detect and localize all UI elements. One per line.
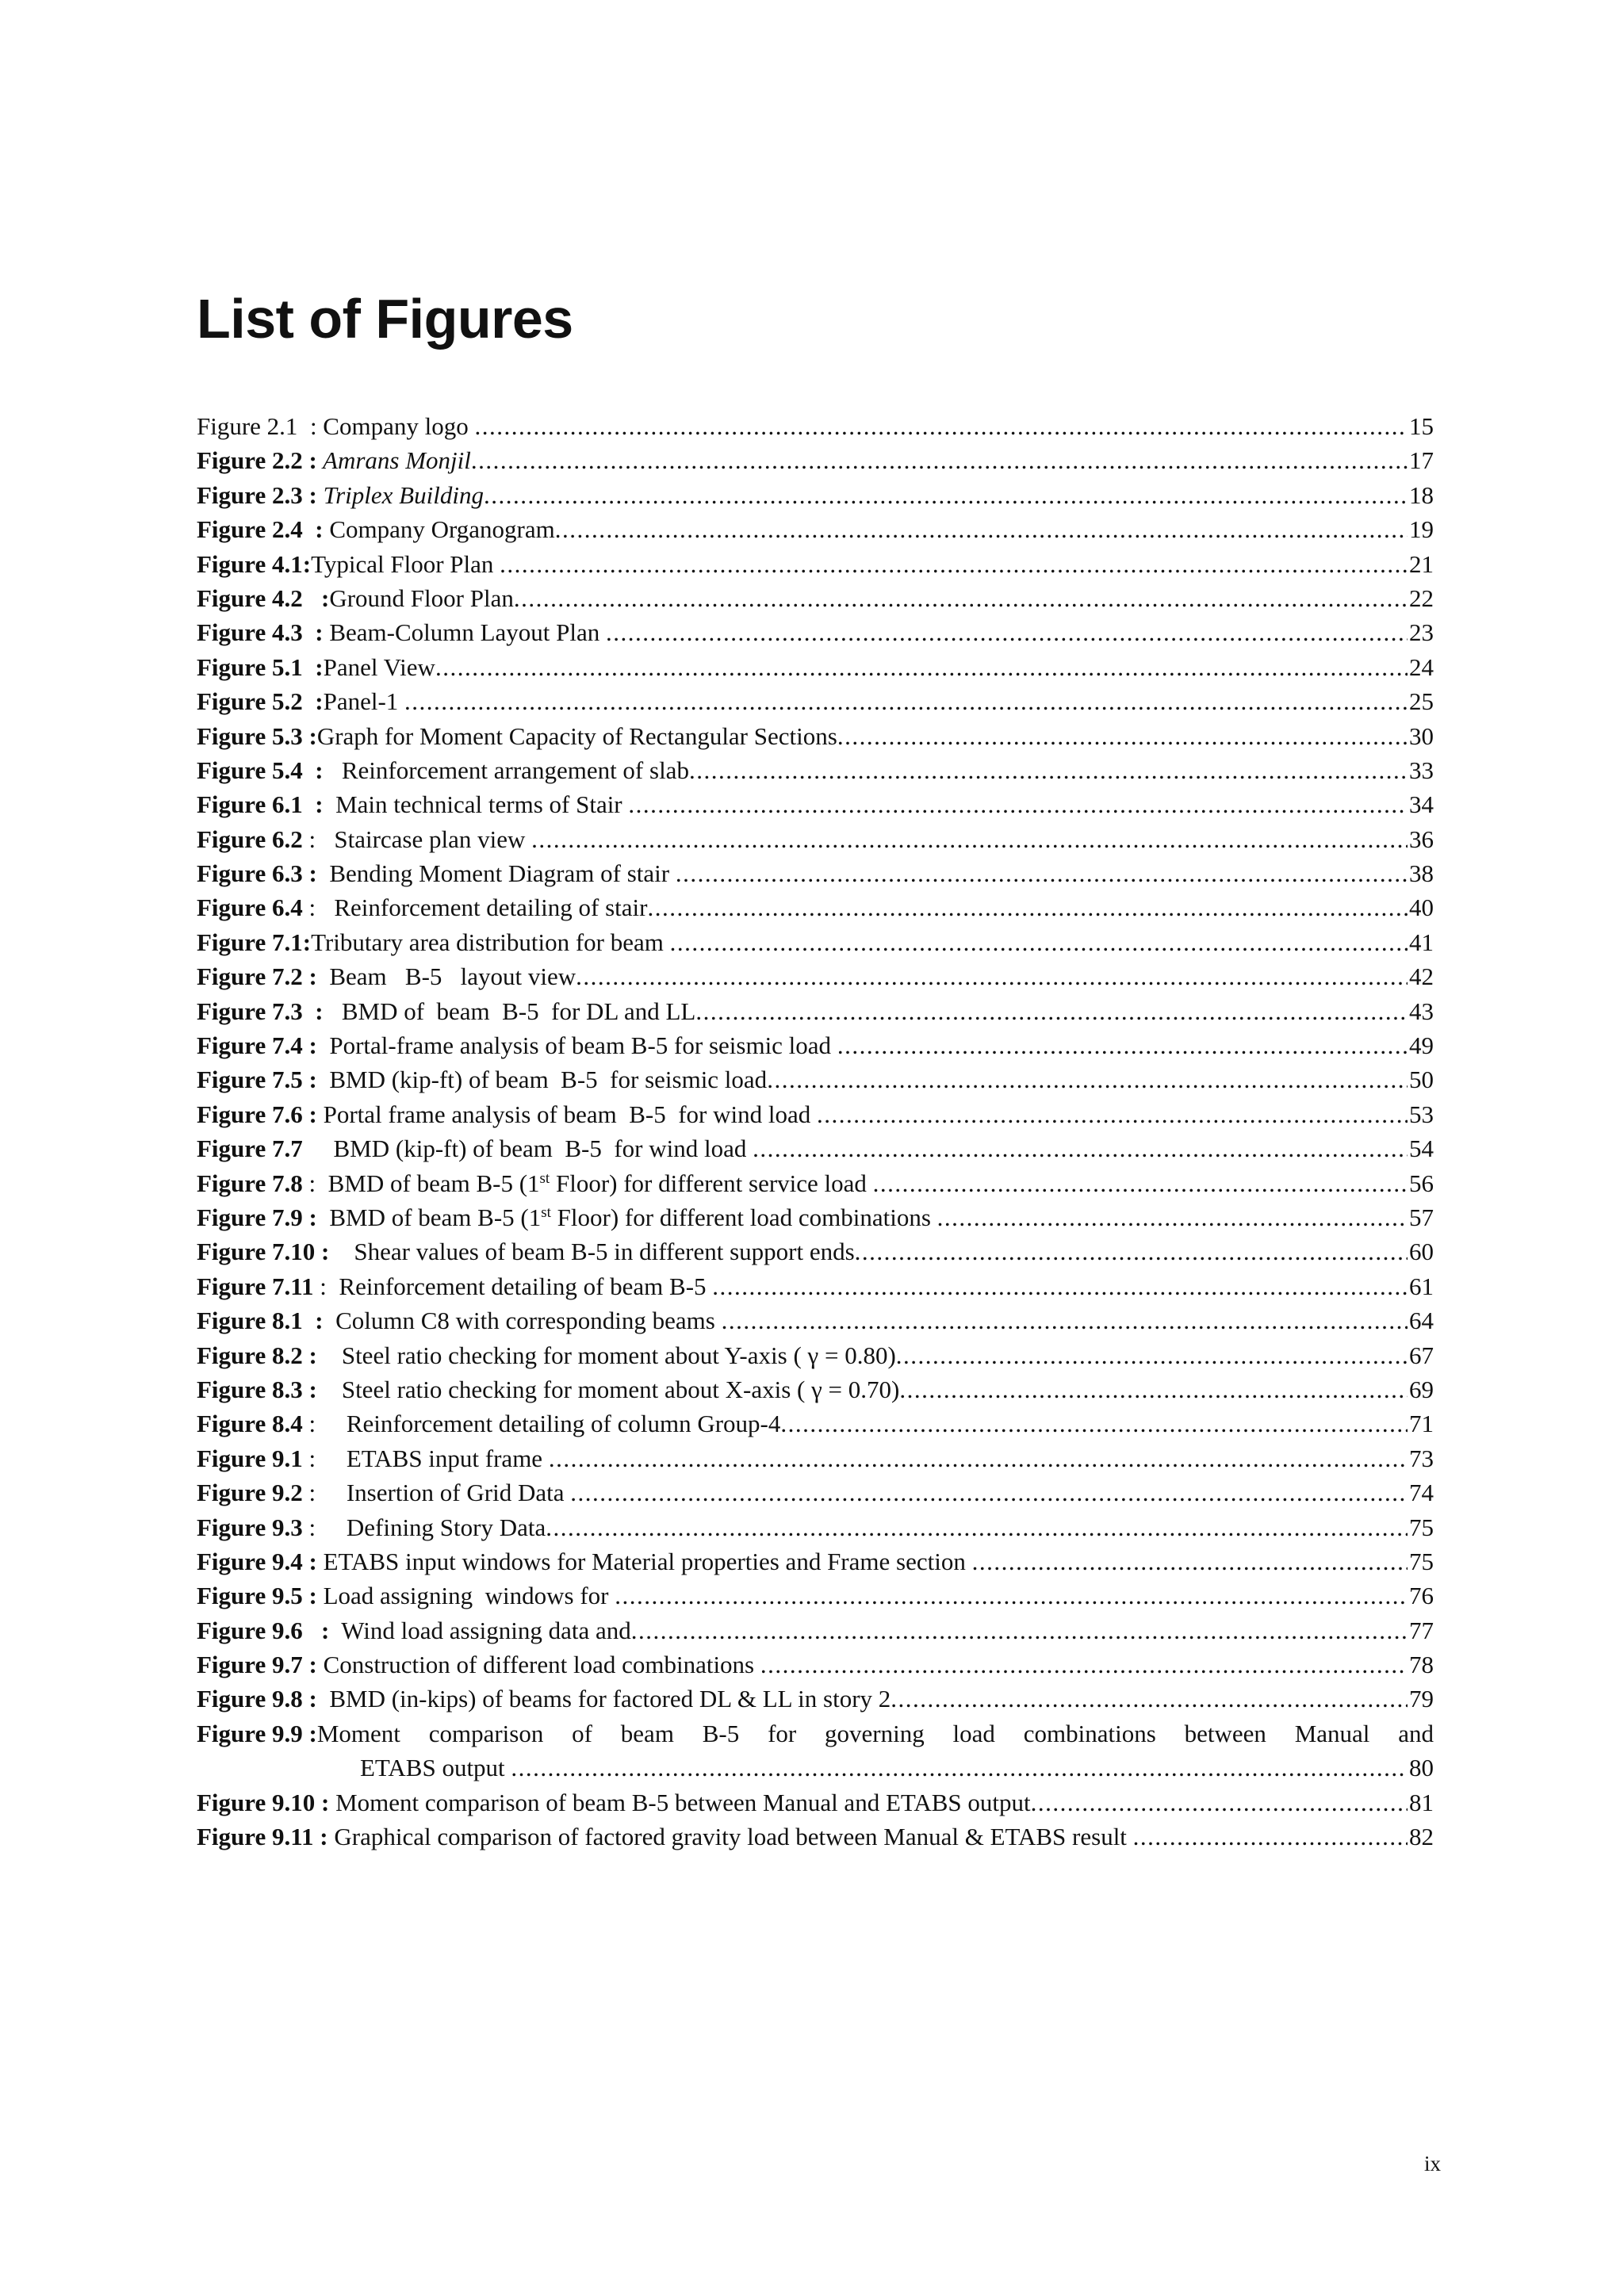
figure-label: Figure 5.2 : — [197, 687, 324, 716]
figure-label: Figure 9.11 : — [197, 1823, 328, 1851]
figure-page-number: 54 — [1409, 1135, 1434, 1163]
figure-caption: Graph for Moment Capacity of Rectangular Sections — [316, 721, 837, 750]
figure-entry — [197, 1578, 1434, 1613]
figure-entry — [197, 753, 1434, 787]
figure-entry — [197, 443, 1434, 477]
dot-leader — [760, 1647, 1408, 1682]
dot-leader — [1133, 1820, 1408, 1854]
figure-label: Figure 9.5 : — [197, 1582, 317, 1610]
figure-page-number: 79 — [1409, 1685, 1434, 1713]
figure-entry — [197, 1234, 1434, 1269]
figure-page-number: 80 — [1409, 1754, 1434, 1782]
dot-leader — [780, 1406, 1408, 1441]
figure-entry — [197, 890, 1434, 924]
figure-caption: : Staircase plan view — [302, 825, 532, 853]
figure-caption: : Company logo — [309, 412, 475, 440]
figure-page-number: 24 — [1409, 652, 1434, 681]
figure-entry — [197, 1269, 1434, 1303]
figure-entry — [197, 1062, 1434, 1096]
figure-caption-part: Floor) for different load combinations — [550, 1203, 937, 1231]
figure-entry — [197, 1716, 1434, 1751]
figure-page-number: 64 — [1409, 1307, 1434, 1335]
figure-caption — [317, 1200, 937, 1234]
figure-list — [197, 409, 1434, 1854]
dot-leader — [689, 753, 1408, 787]
figure-page-number: 15 — [1409, 412, 1434, 440]
dot-leader — [767, 1062, 1408, 1096]
figure-page-number: 61 — [1409, 1272, 1434, 1300]
figure-entry — [197, 1166, 1434, 1200]
figure-entry — [197, 1544, 1434, 1578]
figure-caption: Bending Moment Diagram of stair — [316, 859, 676, 888]
figure-page-number: 43 — [1409, 997, 1434, 1025]
figure-page-number: 34 — [1409, 790, 1434, 819]
figure-page-number: 25 — [1409, 687, 1434, 716]
dot-leader — [647, 890, 1408, 924]
figure-entry — [197, 1406, 1434, 1441]
figure-caption: Tributary area distribution for beam — [311, 928, 670, 956]
dot-leader — [855, 1234, 1408, 1269]
figure-page-number: 23 — [1409, 618, 1434, 647]
figure-caption: Amrans Monjil — [316, 446, 471, 475]
figure-page-number: 69 — [1409, 1375, 1434, 1403]
figure-caption: Portal-frame analysis of beam B-5 for seismic load — [316, 1031, 837, 1060]
figure-label: Figure 7.1: — [197, 928, 312, 956]
figure-caption: Panel View — [323, 652, 435, 681]
dot-leader — [899, 1372, 1408, 1406]
figure-page-number: 78 — [1409, 1651, 1434, 1679]
figure-entry — [197, 478, 1434, 512]
figure-caption: : Insertion of Grid Data — [302, 1479, 571, 1507]
dot-leader — [837, 1028, 1408, 1062]
figure-page-number: 21 — [1409, 549, 1434, 578]
figure-entry — [197, 787, 1434, 821]
figure-entry — [197, 1028, 1434, 1062]
figure-caption: : Reinforcement detailing of stair — [302, 894, 648, 922]
figure-label: Figure 9.7 : — [197, 1651, 317, 1679]
figure-entry — [197, 1372, 1434, 1406]
figure-caption-part: : BMD of beam B-5 (1 — [302, 1169, 540, 1197]
figure-page-number: 71 — [1409, 1410, 1434, 1438]
figure-entry — [197, 822, 1434, 856]
figure-label: Figure 7.6 : — [197, 1100, 317, 1128]
figure-label: Figure 5.4 : — [197, 756, 324, 784]
figure-entry — [197, 409, 1434, 443]
figure-caption: Graphical comparison of factored gravity load between Manual & ETABS result — [327, 1823, 1133, 1851]
dot-leader — [576, 959, 1408, 993]
figure-label: Figure 2.4 : — [197, 515, 324, 544]
figure-entry — [197, 1338, 1434, 1372]
dot-leader — [531, 822, 1408, 856]
dot-leader — [511, 1751, 1408, 1785]
figure-label: Figure 6.3 : — [197, 859, 317, 888]
figure-page-number: 82 — [1409, 1823, 1434, 1851]
figure-label: Figure 8.3 : — [197, 1375, 317, 1403]
figure-entry — [197, 1200, 1434, 1234]
dot-leader — [549, 1441, 1408, 1475]
figure-caption: Column C8 with corresponding beams — [323, 1307, 722, 1335]
dot-leader — [474, 409, 1408, 443]
figure-page-number: 74 — [1409, 1479, 1434, 1507]
figure-caption: Wind load assigning data and — [329, 1616, 631, 1644]
figure-entry — [197, 1475, 1434, 1510]
figure-caption: Construction of different load combinations — [316, 1651, 760, 1679]
figure-entry — [197, 925, 1434, 959]
figure-caption-part: Floor) for different service load — [550, 1169, 873, 1197]
dot-leader — [712, 1269, 1408, 1303]
figure-label: Figure 9.3 — [197, 1513, 303, 1541]
figure-label: Figure 4.1: — [197, 549, 312, 578]
figure-caption: Beam B-5 layout view — [316, 962, 576, 991]
dot-leader — [628, 787, 1408, 821]
figure-caption: Load assigning windows for — [316, 1582, 615, 1610]
figure-label: Figure 6.2 — [197, 825, 303, 853]
figure-label: Figure 4.3 : — [197, 618, 324, 647]
figure-entry — [197, 547, 1434, 581]
figure-label: Figure 9.4 : — [197, 1547, 317, 1575]
figure-page-number: 60 — [1409, 1238, 1434, 1266]
figure-entry — [197, 1131, 1434, 1165]
dot-leader — [471, 443, 1408, 477]
figure-entry — [197, 512, 1434, 546]
dot-leader — [500, 547, 1408, 581]
figure-page-number: 38 — [1409, 859, 1434, 888]
figure-entry — [197, 615, 1434, 649]
figure-label: Figure 7.7 — [197, 1135, 303, 1163]
dot-leader — [546, 1510, 1408, 1544]
figure-label: Figure 2.3 : — [197, 480, 317, 509]
figure-caption: Steel ratio checking for moment about X-axis ( γ = 0.70) — [316, 1375, 900, 1403]
figure-caption: Portal frame analysis of beam B-5 for wind load — [316, 1100, 817, 1128]
dot-leader — [937, 1200, 1408, 1234]
page-title: List of Figures — [197, 288, 573, 350]
dot-leader — [570, 1475, 1408, 1510]
figure-label: Figure 7.4 : — [197, 1031, 317, 1060]
figure-label: Figure 7.3 : — [197, 997, 324, 1025]
figure-caption: BMD of beam B-5 for DL and LL — [323, 997, 696, 1025]
figure-caption: : Defining Story Data — [302, 1513, 546, 1541]
figure-label: Figure 7.2 : — [197, 962, 317, 991]
figure-caption: ETABS input windows for Material properties and Frame section — [316, 1547, 972, 1575]
figure-entry — [197, 1097, 1434, 1131]
figure-page-number: 75 — [1409, 1513, 1434, 1541]
figure-label: Figure 2.2 : — [197, 446, 317, 475]
figure-page-number: 18 — [1409, 480, 1434, 509]
figure-entry — [197, 1510, 1434, 1544]
figure-page-number: 50 — [1409, 1066, 1434, 1094]
figure-label: Figure 7.11 — [197, 1272, 314, 1300]
figure-entry — [197, 856, 1434, 890]
dot-leader — [676, 856, 1408, 890]
figure-caption: Ground Floor Plan — [329, 584, 514, 612]
dot-leader — [484, 478, 1408, 512]
figure-entry — [197, 684, 1434, 718]
figure-page-number: 73 — [1409, 1444, 1434, 1472]
ordinal-superscript: st — [541, 1203, 551, 1221]
figure-entry — [197, 719, 1434, 753]
figure-label: Figure 7.9 : — [197, 1203, 317, 1231]
dot-leader — [606, 615, 1408, 649]
page-number: ix — [1424, 2152, 1442, 2175]
figure-caption: Beam-Column Layout Plan — [323, 618, 607, 647]
figure-caption: Typical Floor Plan — [311, 549, 500, 578]
figure-label: Figure 5.3 : — [197, 721, 317, 750]
figure-page-number: 77 — [1409, 1616, 1434, 1644]
figure-page-number: 56 — [1409, 1169, 1434, 1197]
figure-page-number: 49 — [1409, 1031, 1434, 1060]
figure-label: Figure 9.6 : — [197, 1616, 330, 1644]
figure-entry — [197, 1682, 1434, 1716]
figure-label: Figure 9.8 : — [197, 1685, 317, 1713]
figure-label: Figure 8.1 : — [197, 1307, 324, 1335]
figure-caption — [303, 1166, 873, 1200]
figure-page-number: 42 — [1409, 962, 1434, 991]
figure-caption: Steel ratio checking for moment about Y-axis ( γ = 0.80) — [316, 1341, 896, 1369]
figure-caption: Moment comparison of beam B-5 between Manual and ETABS output — [329, 1788, 1031, 1816]
figure-page-number: 36 — [1409, 825, 1434, 853]
figure-page-number: 40 — [1409, 894, 1434, 922]
figure-page-number: 67 — [1409, 1341, 1434, 1369]
dot-leader — [972, 1544, 1408, 1578]
ordinal-superscript: st — [539, 1169, 550, 1187]
figure-label: Figure 6.1 : — [197, 790, 324, 819]
figure-label: Figure 7.10 : — [197, 1238, 330, 1266]
figure-entry — [197, 1820, 1434, 1854]
figure-caption: BMD (kip-ft) of beam B-5 for seismic load — [316, 1066, 768, 1094]
dot-leader — [615, 1578, 1408, 1613]
figure-label: Figure 8.2 : — [197, 1341, 317, 1369]
figure-label: Figure 4.2 : — [197, 584, 330, 612]
dot-leader — [435, 650, 1408, 684]
figure-entry — [197, 994, 1434, 1028]
dot-leader — [514, 581, 1408, 615]
figure-label: Figure 6.4 — [197, 894, 303, 922]
figure-label: Figure 7.5 : — [197, 1066, 317, 1094]
dot-leader — [837, 719, 1408, 753]
figure-entry — [197, 1613, 1434, 1647]
figure-caption: BMD (kip-ft) of beam B-5 for wind load — [302, 1135, 753, 1163]
figure-caption: Triplex Building — [316, 480, 484, 509]
dot-leader — [1031, 1785, 1408, 1820]
dot-leader — [670, 925, 1408, 959]
figure-caption: Shear values of beam B-5 in different support ends — [329, 1238, 855, 1266]
figure-label: Figure 9.2 — [197, 1479, 303, 1507]
dot-leader — [555, 512, 1408, 546]
figure-caption: Panel-1 — [323, 687, 405, 716]
figure-page-number: 17 — [1409, 446, 1434, 475]
figure-entry — [197, 581, 1434, 615]
figure-caption: Company Organogram — [323, 515, 555, 544]
figure-page-number: 33 — [1409, 756, 1434, 784]
dot-leader — [695, 994, 1408, 1028]
figure-entry — [197, 1647, 1434, 1682]
figure-page-number: 75 — [1409, 1547, 1434, 1575]
dot-leader — [891, 1682, 1408, 1716]
figure-page-number: 41 — [1409, 928, 1434, 956]
figure-caption: : Reinforcement detailing of column Group-4 — [302, 1410, 781, 1438]
figure-caption: : Reinforcement detailing of beam B-5 — [313, 1272, 713, 1300]
figure-caption-continuation: ETABS output — [360, 1754, 511, 1782]
figure-page-number: 22 — [1409, 584, 1434, 612]
figure-label: Figure 2.1 — [197, 412, 310, 440]
figure-entry — [197, 1785, 1434, 1820]
figure-label: Figure 7.8 — [197, 1169, 303, 1197]
figure-label: Figure 9.9 : — [197, 1719, 317, 1747]
dot-leader — [631, 1613, 1408, 1647]
figure-entry — [197, 1441, 1434, 1475]
figure-caption-part: BMD of beam B-5 (1 — [316, 1203, 542, 1231]
dot-leader — [722, 1303, 1408, 1337]
figure-caption: BMD (in-kips) of beams for factored DL & LL in story 2 — [316, 1685, 891, 1713]
figure-page-number: 81 — [1409, 1788, 1434, 1816]
figure-page-number: 19 — [1409, 515, 1434, 544]
figure-caption: Main technical terms of Stair — [323, 790, 629, 819]
dot-leader — [873, 1166, 1408, 1200]
dot-leader — [404, 684, 1408, 718]
figure-label: Figure 9.1 — [197, 1444, 303, 1472]
figure-caption: Moment comparison of beam B-5 for governing load combinations between Manual and — [316, 1719, 1434, 1747]
figure-page-number: 53 — [1409, 1100, 1434, 1128]
figure-caption: Reinforcement arrangement of slab — [323, 756, 689, 784]
dot-leader — [753, 1131, 1408, 1165]
figure-label: Figure 5.1 : — [197, 652, 324, 681]
figure-entry — [197, 1303, 1434, 1337]
figure-entry — [197, 650, 1434, 684]
figure-page-number: 30 — [1409, 721, 1434, 750]
dot-leader — [896, 1338, 1408, 1372]
figure-page-number: 57 — [1409, 1203, 1434, 1231]
figure-caption: : ETABS input frame — [302, 1444, 549, 1472]
figure-label: Figure 8.4 — [197, 1410, 303, 1438]
dot-leader — [817, 1097, 1408, 1131]
figure-label: Figure 9.10 : — [197, 1788, 330, 1816]
figure-entry — [197, 959, 1434, 993]
figure-page-number: 76 — [1409, 1582, 1434, 1610]
figure-entry-continuation — [197, 1751, 1434, 1785]
